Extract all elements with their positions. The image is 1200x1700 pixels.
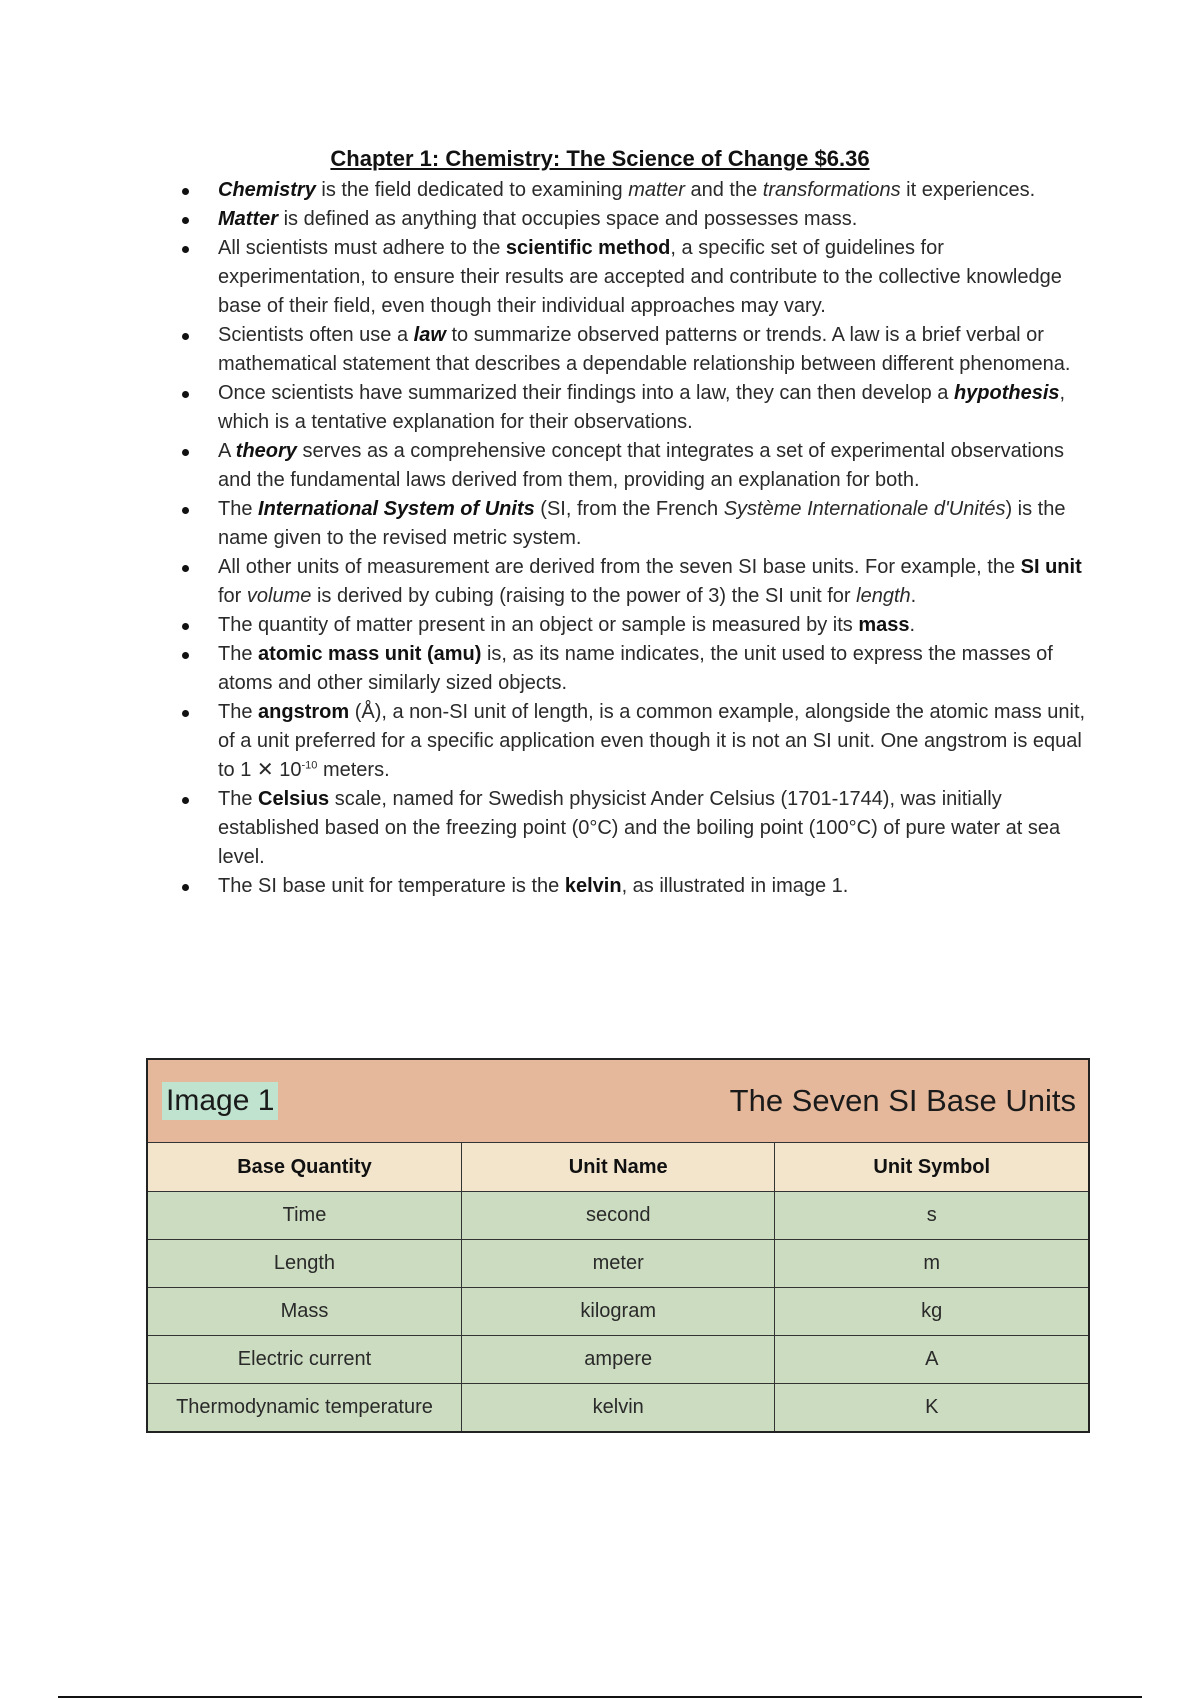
bullet-text-segment: is derived by cubing (raising to the power of 3) the SI unit for bbox=[311, 585, 857, 607]
column-header-unit-symbol: Unit Symbol bbox=[775, 1143, 1089, 1192]
bullet-text-segment: (Å), a non-SI unit of length, is a common example, alongside the atomic mass unit, of a unit preferred for a specific application even though it is not an SI unit. One angstrom is equal to 1 ✕ 10 bbox=[218, 701, 1086, 781]
bullet-text-segment: it experiences. bbox=[900, 179, 1036, 201]
bullet-text-segment: SI unit bbox=[1020, 556, 1082, 578]
cell-base-quantity: Electric current bbox=[147, 1336, 461, 1384]
bullet-text-segment: Matter bbox=[218, 208, 279, 230]
cell-base-quantity: Time bbox=[147, 1192, 461, 1240]
bullet-text-segment: Système Internationale d'Unités bbox=[723, 498, 1006, 520]
bullet-icon bbox=[182, 797, 189, 804]
bullet-text-segment: Celsius bbox=[258, 788, 330, 810]
bullet-text-segment: and the bbox=[684, 179, 763, 201]
cell-unit-symbol: A bbox=[775, 1336, 1089, 1384]
bullet-text-segment: International System of Units bbox=[258, 498, 535, 520]
list-item bbox=[178, 205, 1088, 234]
list-item bbox=[178, 872, 1088, 901]
list-item bbox=[178, 611, 1088, 640]
bullet-text-segment: ) is the name given to the revised metric system. bbox=[218, 498, 1066, 549]
list-item bbox=[178, 234, 1088, 321]
bullet-text-segment: is defined as anything that occupies space and possesses mass. bbox=[278, 208, 858, 230]
bullet-text-segment: -10 bbox=[301, 759, 318, 772]
cell-unit-symbol: m bbox=[775, 1240, 1089, 1288]
bullet-text-segment: length bbox=[856, 585, 911, 607]
list-item bbox=[178, 553, 1088, 611]
bullet-icon bbox=[182, 623, 189, 630]
table-row bbox=[147, 1192, 1089, 1240]
bullet-icon bbox=[182, 449, 189, 456]
bullet-icon bbox=[182, 188, 189, 195]
cell-base-quantity: Length bbox=[147, 1240, 461, 1288]
bullet-text-segment: angstrom bbox=[258, 701, 350, 723]
bullet-text-segment: Scientists often use a bbox=[218, 324, 414, 346]
bullet-text-segment: volume bbox=[246, 585, 312, 607]
list-item bbox=[178, 785, 1088, 872]
bullet-text-segment: The bbox=[218, 701, 259, 723]
bullet-icon bbox=[182, 652, 189, 659]
bullet-icon bbox=[182, 246, 189, 253]
bullet-text-segment: hypothesis bbox=[953, 382, 1060, 404]
table-title: The Seven SI Base Units bbox=[729, 1083, 1076, 1118]
list-item bbox=[178, 176, 1088, 205]
si-base-units-table bbox=[146, 1058, 1090, 1433]
notes-bullet-list bbox=[178, 176, 1088, 901]
bullet-text-segment: is the field dedicated to examining bbox=[315, 179, 629, 201]
page-title: Chapter 1: Chemistry: The Science of Change $6.36 bbox=[330, 146, 870, 171]
image-label: Image 1 bbox=[162, 1082, 278, 1120]
bullet-icon bbox=[182, 507, 189, 514]
bullet-text-segment: , a specific set of guidelines for experimentation, to ensure their results are accepted and contribute to the collective knowledge base of their field, even though their individual approaches may vary. bbox=[218, 237, 1062, 317]
cell-unit-symbol: kg bbox=[775, 1288, 1089, 1336]
bullet-text-segment: The quantity of matter present in an object or sample is measured by its bbox=[218, 614, 859, 636]
bullet-icon bbox=[182, 391, 189, 398]
bullet-text-segment: , which is a tentative explanation for their observations. bbox=[218, 382, 1066, 433]
bullet-text-segment: scale, named for Swedish physicist Ander Celsius (1701-1744), was initially established based on the freezing point (0°C) and the boiling point (100°C) of pure water at sea level. bbox=[218, 788, 1061, 868]
bullet-text-segment: scientific method bbox=[505, 237, 671, 259]
bullet-text-segment: The bbox=[218, 498, 259, 520]
list-item bbox=[178, 495, 1088, 553]
list-item bbox=[178, 640, 1088, 698]
table-title-row bbox=[147, 1059, 1089, 1143]
bullet-icon bbox=[182, 217, 189, 224]
bullet-text-segment: mass bbox=[858, 614, 910, 636]
cell-unit-symbol: K bbox=[775, 1384, 1089, 1433]
cell-unit-name: second bbox=[461, 1192, 775, 1240]
cell-unit-symbol: s bbox=[775, 1192, 1089, 1240]
bullet-text-segment: All scientists must adhere to the bbox=[218, 237, 506, 259]
list-item bbox=[178, 437, 1088, 495]
bullet-text-segment: is, as its name indicates, the unit used to express the masses of atoms and other similarly sized objects. bbox=[218, 643, 1053, 694]
bullet-text-segment: (SI, from the French bbox=[534, 498, 724, 520]
bullet-text-segment: theory bbox=[235, 440, 297, 462]
bullet-text-segment: serves as a comprehensive concept that integrates a set of experimental observations and the fundamental laws derived from them, providing an explanation for both. bbox=[218, 440, 1065, 491]
bullet-text-segment: for bbox=[218, 585, 247, 607]
footer-divider bbox=[58, 1696, 1142, 1698]
bullet-text-segment: transformations bbox=[762, 179, 901, 201]
bullet-icon bbox=[182, 333, 189, 340]
table-row bbox=[147, 1288, 1089, 1336]
cell-unit-name: meter bbox=[461, 1240, 775, 1288]
bullet-text-segment: law bbox=[413, 324, 446, 346]
bullet-icon bbox=[182, 884, 189, 891]
bullet-text-segment: A bbox=[218, 440, 236, 462]
bullet-text-segment: The bbox=[218, 643, 259, 665]
bullet-text-segment: . bbox=[910, 585, 917, 607]
bullet-text-segment: kelvin bbox=[564, 875, 622, 897]
bullet-icon bbox=[182, 710, 189, 717]
list-item bbox=[178, 321, 1088, 379]
table-header-row bbox=[147, 1143, 1089, 1192]
bullet-text-segment: . bbox=[909, 614, 916, 636]
cell-unit-name: kilogram bbox=[461, 1288, 775, 1336]
bullet-text-segment: atomic mass unit (amu) bbox=[258, 643, 482, 665]
cell-unit-name: ampere bbox=[461, 1336, 775, 1384]
table-row bbox=[147, 1240, 1089, 1288]
column-header-unit-name: Unit Name bbox=[461, 1143, 775, 1192]
bullet-icon bbox=[182, 565, 189, 572]
bullet-text-segment: , as illustrated in image 1. bbox=[621, 875, 849, 897]
bullet-text-segment: Once scientists have summarized their findings into a law, they can then develop a bbox=[218, 382, 954, 404]
bullet-text-segment: matter bbox=[628, 179, 685, 201]
bullet-text-segment: The bbox=[218, 788, 259, 810]
list-item bbox=[178, 379, 1088, 437]
cell-unit-name: kelvin bbox=[461, 1384, 775, 1433]
table-title-cell bbox=[147, 1059, 1089, 1143]
bullet-text-segment: The SI base unit for temperature is the bbox=[218, 875, 565, 897]
cell-base-quantity: Thermodynamic temperature bbox=[147, 1384, 461, 1433]
bullet-text-segment: Chemistry bbox=[218, 179, 316, 201]
cell-base-quantity: Mass bbox=[147, 1288, 461, 1336]
bullet-text-segment: All other units of measurement are derived from the seven SI base units. For example, the bbox=[218, 556, 1021, 578]
bullet-text-segment: to summarize observed patterns or trends. A law is a brief verbal or mathematical statement that describes a dependable relationship between different phenomena. bbox=[218, 324, 1071, 375]
bullet-text-segment: meters. bbox=[317, 759, 390, 781]
column-header-base-quantity: Base Quantity bbox=[147, 1143, 461, 1192]
list-item bbox=[178, 698, 1088, 785]
table-row bbox=[147, 1384, 1089, 1433]
table-row bbox=[147, 1336, 1089, 1384]
